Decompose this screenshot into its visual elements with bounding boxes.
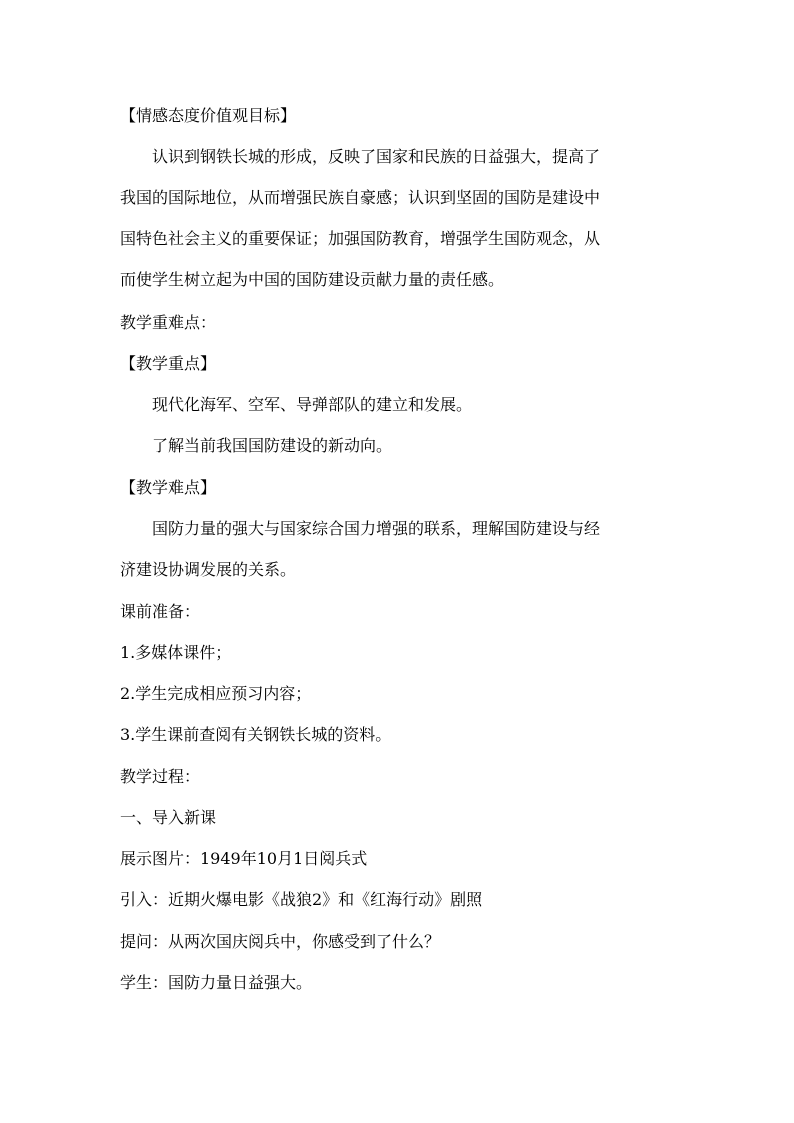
student-answer-line: 学生：国防力量日益强大。 xyxy=(120,973,313,992)
preparation-item-3: 3.学生课前查阅有关钢铁长城的资料。 xyxy=(120,725,392,744)
attitude-paragraph-line-3: 国特色社会主义的重要保证；加强国防教育，增强学生国防观念，从 xyxy=(120,229,601,248)
attitude-paragraph-line-4: 而使学生树立起为中国的国防建设贡献力量的责任感。 xyxy=(120,270,505,289)
preparation-item-2: 2.学生完成相应预习内容； xyxy=(120,684,312,703)
intro-heading: 一、导入新课 xyxy=(120,808,217,827)
difficult-point-line-2: 济建设协调发展的关系。 xyxy=(120,560,297,579)
preparation-heading: 课前准备： xyxy=(120,602,201,621)
attitude-paragraph-line-1: 认识到钢铁长城的形成，反映了国家和民族的日益强大，提高了 xyxy=(152,147,601,166)
difficult-points-heading: 【教学难点】 xyxy=(120,478,217,497)
key-difficult-points-heading: 教学重难点： xyxy=(120,313,217,332)
attitude-paragraph-line-2: 我国的国际地位，从而增强民族自豪感；认识到坚固的国防是建设中 xyxy=(120,188,601,207)
lead-in-line: 引入：近期火爆电影《战狼2》和《红海行动》剧照 xyxy=(120,890,483,909)
teaching-process-heading: 教学过程： xyxy=(120,767,201,786)
key-point-1: 现代化海军、空军、导弹部队的建立和发展。 xyxy=(152,395,473,414)
key-point-2: 了解当前我国国防建设的新动向。 xyxy=(152,436,393,455)
difficult-point-line-1: 国防力量的强大与国家综合国力增强的联系，理解国防建设与经 xyxy=(152,519,601,538)
question-line: 提问：从两次国庆阅兵中，你感受到了什么？ xyxy=(120,932,441,951)
show-image-line: 展示图片：1949年10月1日阅兵式 xyxy=(120,849,368,868)
attitude-goal-heading: 【情感态度价值观目标】 xyxy=(120,106,297,125)
key-points-heading: 【教学重点】 xyxy=(120,354,217,373)
preparation-item-1: 1.多媒体课件； xyxy=(120,643,232,662)
